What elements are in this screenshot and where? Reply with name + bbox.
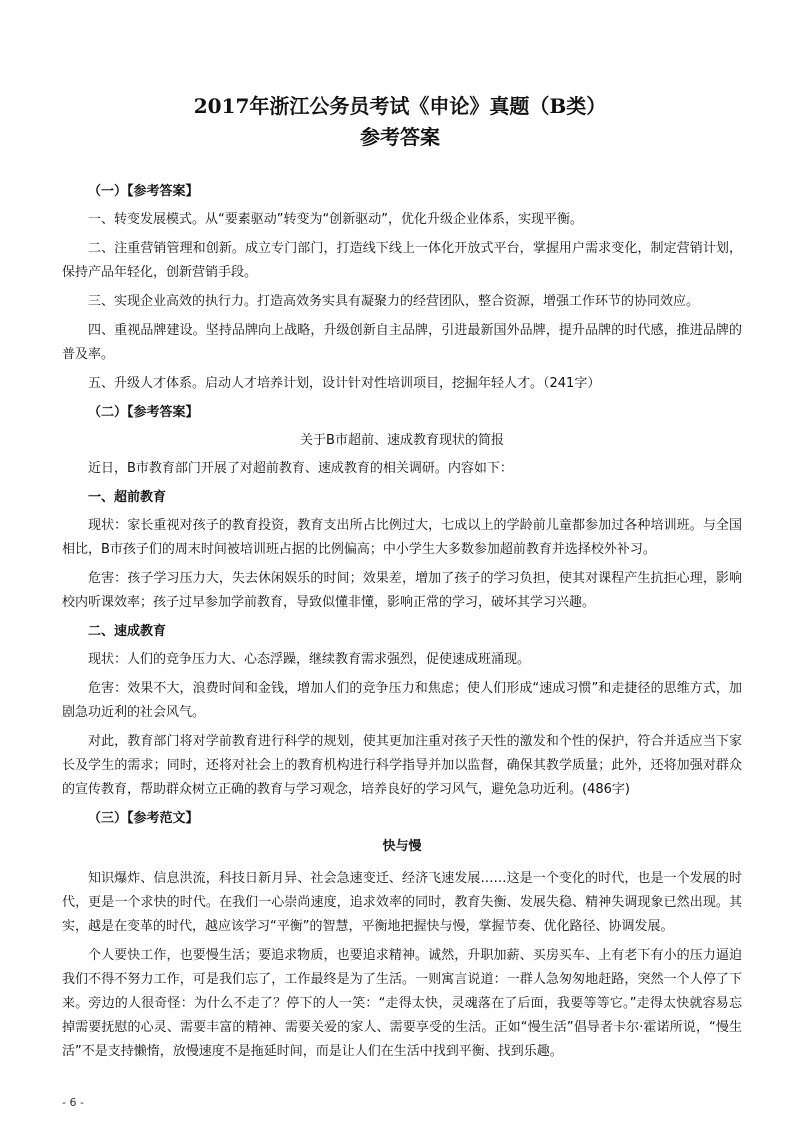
subsection-heading: 一、超前教育 xyxy=(88,490,167,505)
paragraph: 现状：人们的竞争压力大、心态浮躁，继续教育需求强烈，促使速成班涌现。 xyxy=(88,652,531,667)
page-number: - 6 - xyxy=(62,1096,84,1109)
page-title: 2017年浙江公务员考试《申论》真题（B类） xyxy=(193,94,607,118)
paragraph: 四、重视品牌建设。坚持品牌向上战略，升级创新自主品牌，引进最新国外品牌，提升品牌的时代感，推进品牌的普及率。 xyxy=(62,323,742,362)
section1-heading: （一）【参考答案】 xyxy=(88,184,199,199)
page-subtitle: 参考答案 xyxy=(360,125,440,149)
paragraph: 近日，B市教育部门开展了对超前教育、速成教育的相关调研。内容如下： xyxy=(88,461,513,476)
paragraph: 五、升级人才体系。启动人才培养计划，设计针对性培训项目，挖掘年轻人才。（241字） xyxy=(88,376,601,391)
section2-heading: （二）【参考答案】 xyxy=(88,405,199,420)
section3-heading: （三）【参考范文】 xyxy=(88,811,199,826)
paragraph: 三、实现企业高效的执行力。打造高效务实具有凝聚力的经营团队，整合资源，增强工作环节的协同效应。 xyxy=(88,294,700,309)
essay-title: 快与慢 xyxy=(382,839,422,854)
document-body xyxy=(62,180,742,1069)
paragraph: 个人要快工作，也要慢生活；要追求物质，也要追求精神。诚然，升职加薪、买房买车、上有老下有小的压力逼迫我们不得不努力工作，可是我们忘了，工作最终是为了生活。一则寓言说道：一群人急匆匆地赶路，突然一个人停了下来。旁边的人很奇怪：为什么不走了？停下的人一笑：“走得太快，灵魂落在了后面，我要等等它。”走得太快就容易忘掉需要抚慰的心灵、需要丰富的精神、需要关爱的家人、需要享受的生活。正如“慢生活”倡导者卡尔·霍诺所说，“慢生活”不是支持懒惰，放慢速度不是拖延时间，而是让人们在生活中找到平衡、找到乐趣。 xyxy=(62,948,742,1059)
report-title: 关于B市超前、速成教育现状的简报 xyxy=(300,433,504,448)
subsection-heading: 二、速成教育 xyxy=(88,624,167,639)
paragraph: 知识爆炸、信息洪流，科技日新月异、社会急速变迁、经济飞速发展……这是一个变化的时代，也是一个发展的时代，更是一个求快的时代。在我们一心崇尚速度，追求效率的同时，教育失衡、发展失稳、精神失调现象已然出现。其实，越是在变革的时代，越应该学习“平衡”的智慧，平衡地把握快与慢，掌握节奏、优化路径、协调发展。 xyxy=(62,871,742,934)
paragraph: 一、转变发展模式。从“要素驱动”转变为“创新驱动”，优化升级企业体系，实现平衡。 xyxy=(88,212,583,227)
paragraph: 二、注重营销管理和创新。成立专门部门，打造线下线上一体化开放式平台，掌握用户需求变化，制定营销计划，保持产品年轻化，创新营销手段。 xyxy=(62,241,742,280)
paragraph: 现状：家长重视对孩子的教育投资，教育支出所占比例过大，七成以上的学龄前儿童都参加过各种培训班。与全国相比，B市孩子们的周末时间被培训班占据的比例偏高；中小学生大多数参加超前教育并选择校外补习。 xyxy=(62,518,742,557)
paragraph: 危害：效果不大，浪费时间和金钱，增加人们的竞争压力和焦虑；使人们形成“速成习惯”和走捷径的思维方式，加剧急功近利的社会风气。 xyxy=(62,681,742,720)
paragraph: 危害：孩子学习压力大，失去休闲娱乐的时间；效果差，增加了孩子的学习负担，使其对课程产生抗拒心理，影响校内听课效率；孩子过早参加学前教育，导致似懂非懂，影响正常的学习，破坏其学习兴趣。 xyxy=(62,571,742,610)
paragraph: 对此，教育部门将对学前教育进行科学的规划，使其更加注重对孩子天性的激发和个性的保护，符合并适应当下家长及学生的需求；同时，还将对社会上的教育机构进行科学指导并加以监督，确保其教学质量；此外，还将加强对群众的宣传教育，帮助群众树立正确的教育与学习观念，培养良好的学习风气，避免急功近利。(486字) xyxy=(62,734,742,797)
